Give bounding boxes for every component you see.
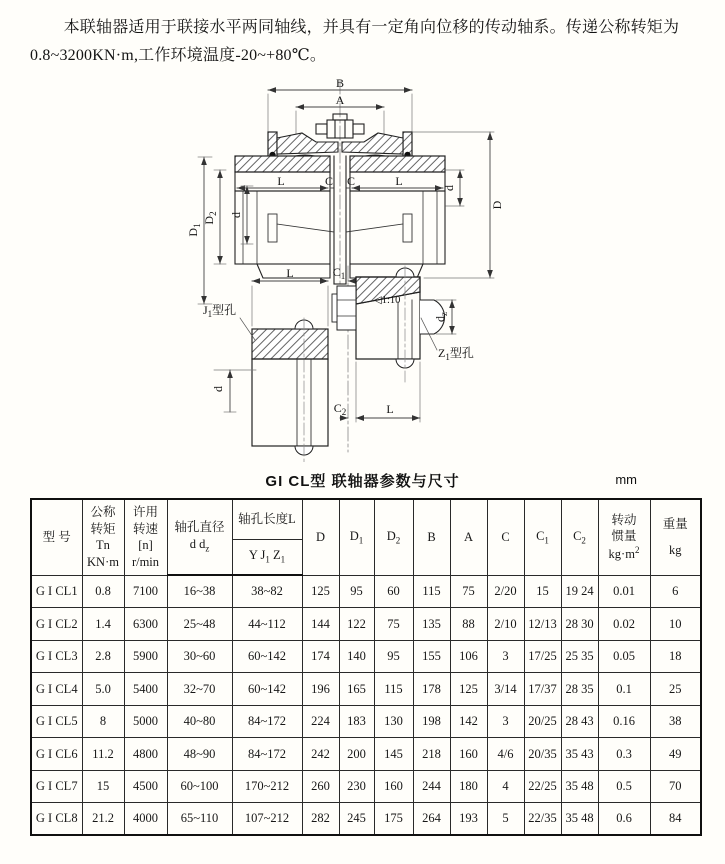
label-j1-bore: $J_1$型孔 xyxy=(203,303,237,319)
dim-label-l-right: L xyxy=(395,174,403,188)
table-row: G I CL4 5.0 5400 32~70 60~142 196 165 115 178 125 3/14 17/37 28 35 0.1 25 xyxy=(31,673,701,706)
dim-label-d-overall: D xyxy=(490,200,504,210)
table-caption xyxy=(0,470,725,491)
table-row: G I CL5 8 5000 40~80 84~172 224 183 130 198 142 3 20/25 28 43 0.16 38 xyxy=(31,705,701,738)
dim-label-d2: $D_2$ xyxy=(202,211,218,225)
dim-label-b: B xyxy=(335,76,345,90)
table-title: GI CL型 联轴器参数与尺寸 xyxy=(265,473,460,490)
col-header-B: B xyxy=(413,499,450,575)
table-row: G I CL3 2.8 5900 30~60 60~142 174 140 95 155 106 3 17/25 25 35 0.05 18 xyxy=(31,640,701,673)
intro-paragraph: 本联轴器适用于联接水平两同轴线，并具有一定角向位移的传动轴系。传递公称转矩为0.8~3200KN·m,工作环境温度-20~+80℃。 xyxy=(30,19,680,64)
table-row: G I CL1 0.8 7100 16~38 38~82 125 95 60 115 75 2/20 15 19 24 0.01 6 xyxy=(31,575,701,608)
dim-label-d1: $D_1$ xyxy=(186,223,202,237)
col-header-model: 型 号 xyxy=(31,499,82,575)
col-header-speed: 许用 转速 [n] r/min xyxy=(124,499,167,575)
dim-label-a: A xyxy=(335,93,345,107)
table-row: G I CL6 11.2 4800 48~90 84~172 242 200 145 218 160 4/6 20/35 35 43 0.3 49 xyxy=(31,738,701,771)
dim-label-l-top: L xyxy=(286,266,294,280)
parameters-table xyxy=(30,498,702,836)
dim-label-c1: $C_1$ xyxy=(332,265,346,281)
technical-drawing xyxy=(0,74,725,462)
table-row: G I CL7 15 4500 60~100 170~212 260 230 160 244 180 4 22/25 35 48 0.5 70 xyxy=(31,770,701,803)
table-row: G I CL8 21.2 4000 65~110 107~212 282 245 175 264 193 5 22/35 35 48 0.6 84 xyxy=(31,803,701,836)
col-header-bore-length: 轴孔长度L xyxy=(232,499,302,539)
col-header-C: C xyxy=(487,499,524,575)
table-unit: mm xyxy=(615,472,637,487)
col-header-D1: $D_1$ xyxy=(339,499,374,575)
dim-label-d-right: d xyxy=(442,185,456,191)
label-z1-bore: $Z_1$型孔 xyxy=(438,346,474,362)
dim-label-l-left: L xyxy=(277,174,285,188)
col-header-torque: 公称 转矩 Tn KN·m xyxy=(82,499,124,575)
dim-label-d-bottom: d xyxy=(211,386,225,392)
coupling-figure xyxy=(0,74,725,462)
col-header-weight: 重量 kg xyxy=(650,499,701,575)
dim-label-c-left: C xyxy=(324,174,334,188)
col-header-bore-diameter: 轴孔直径 d $d_z$ xyxy=(167,499,232,575)
dim-label-c-right: C xyxy=(346,174,356,188)
col-header-bore-length-sub: Y $J_1$ $Z_1$ xyxy=(232,539,302,575)
col-header-C1: $C_1$ xyxy=(524,499,561,575)
dim-label-c2: $C_2$ xyxy=(333,401,347,417)
col-header-inertia: 转动 惯量 $kg\cdot m^2$ xyxy=(598,499,650,575)
col-header-D2: $D_2$ xyxy=(374,499,413,575)
col-header-D: D xyxy=(302,499,339,575)
col-header-A: A xyxy=(450,499,487,575)
dim-label-d-left: d xyxy=(229,212,243,218)
table-row: G I CL2 1.4 6300 25~48 44~112 144 122 75 135 88 2/10 12/13 28 30 0.02 10 xyxy=(31,608,701,641)
col-header-C2: $C_2$ xyxy=(561,499,598,575)
label-taper: ◁1:10 xyxy=(373,295,401,306)
dim-label-dz: $d_z$ xyxy=(433,312,449,322)
bottom-detail-views xyxy=(203,265,474,462)
dim-label-l-bottom: L xyxy=(386,402,394,416)
